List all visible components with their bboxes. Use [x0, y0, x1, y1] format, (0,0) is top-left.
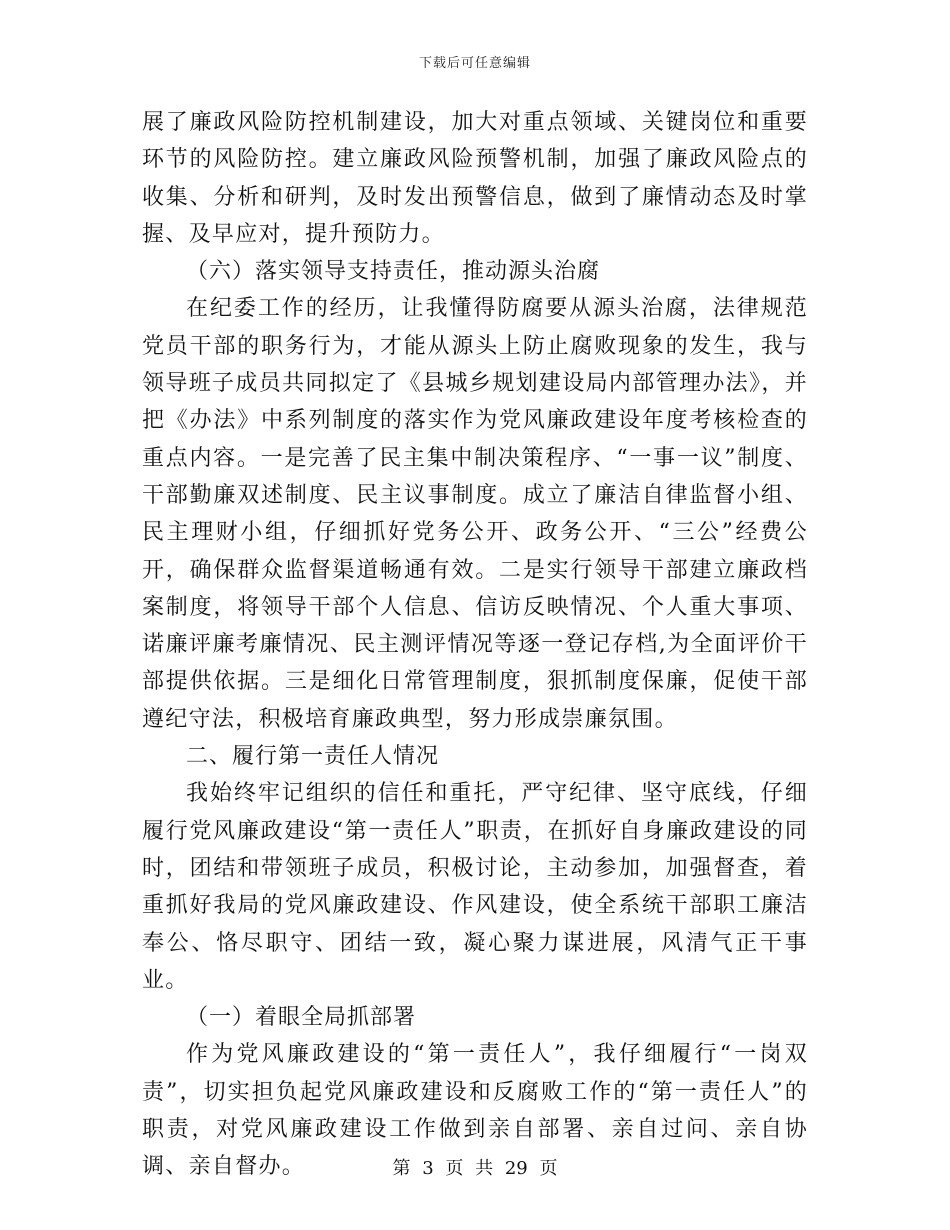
section-heading-two: 二、履行第一责任人情况 [186, 744, 440, 770]
paragraph-first-responsible: 我始终牢记组织的信任和重托，严守纪律、坚守底线，仔细履行党风廉政建设“第一责任人”职责，在抓好自身廉政建设的同时，团结和带领班子成员，积极讨论，主动参加，加强督查，着重抓好我局的党风廉政建设、作风建设，使全系统干部职工廉洁奉公、恪尽职守、团结一致，凝心聚力谋进展，风清气正干事业。 [142, 781, 808, 993]
page-number-footer: 第 3 页 共 29 页 [392, 1158, 558, 1179]
document-body [142, 104, 808, 1186]
section-heading-one: （一）着眼全局抓部署 [186, 1005, 417, 1031]
section-heading-six: （六）落实领导支持责任，推动源头治腐 [186, 259, 601, 285]
header-note: 下载后可任意编辑 [418, 56, 531, 71]
paragraph-source-governance: 在纪委工作的经历，让我懂得防腐要从源头治腐，法律规范党员干部的职务行为，才能从源头上防止腐败现象的发生，我与领导班子成员共同拟定了《县城乡规划建设局内部管理办法》，并把《办法》中系列制度的落实作为党风廉政建设年度考核检查的重点内容。一是完善了民主集中制决策程序、“一事一议”制度、干部勤廉双述制度、民主议事制度。成立了廉洁自律监督小组、民主理财小组，仔细抓好党务公开、政务公开、“三公”经费公开，确保群众监督渠道畅通有效。二是实行领导干部建立廉政档案制度，将领导干部个人信息、信访反映情况、个人重大事项、诺廉评廉考廉情况、民主测评情况等逐一登记存档,为全面评价干部提供依据。三是细化日常管理制度，狠抓制度保廉，促使干部遵纪守法，积极培育廉政典型，努力形成崇廉氛围。 [142, 296, 808, 732]
paragraph-continuation: 展了廉政风险防控机制建设，加大对重点领域、关键岗位和重要环节的风险防控。建立廉政风险预警机制，加强了廉政风险点的收集、分析和研判，及时发出预警信息，做到了廉情动态及时掌握、及早应对，提升预防力。 [142, 110, 808, 247]
paragraph-overall-deployment: 作为党风廉政建设的“第一责任人”，我仔细履行“一岗双责”，切实担负起党风廉政建设和反腐败工作的“第一责任人”的职责，对党风廉政建设工作做到亲自部署、亲自过问、亲自协调、亲自督办。 [142, 1042, 808, 1180]
